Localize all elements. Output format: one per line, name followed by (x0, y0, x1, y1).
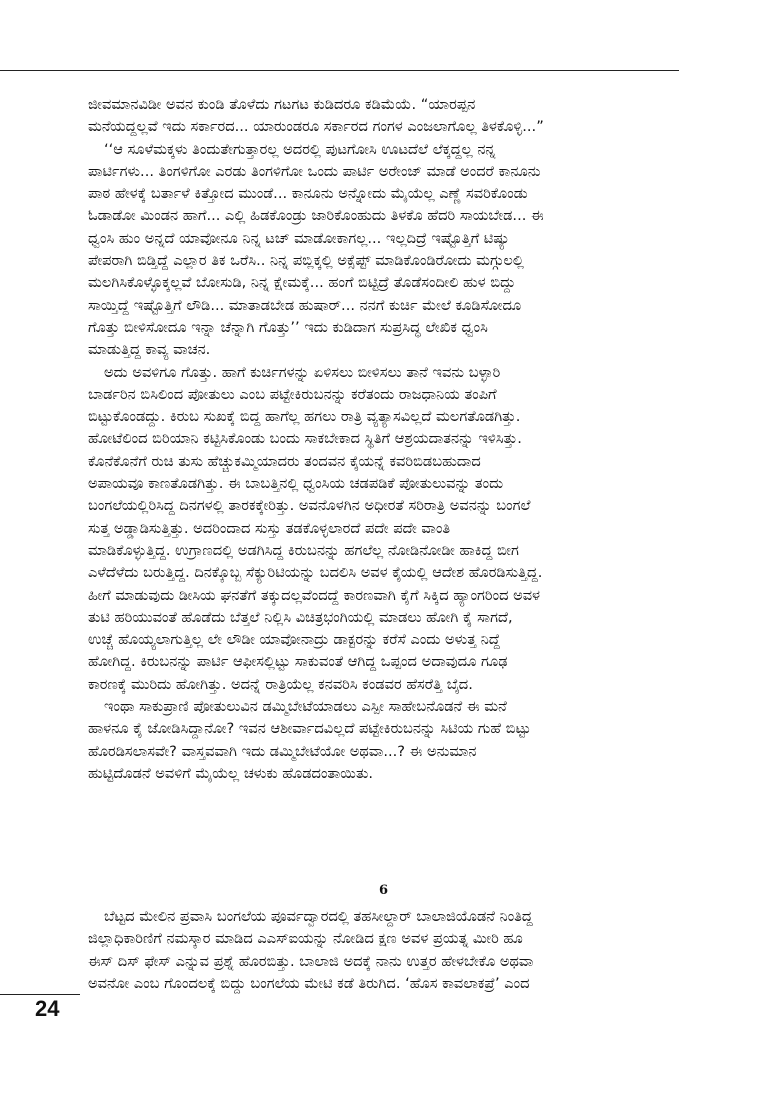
text-line: ಮಾಡುತ್ತಿದ್ದ ಕಾವ್ಯ ವಾಚನ. (88, 341, 211, 359)
text-line: ಈಸ್ ದಿಸ್ ಫೇಸ್ ಎನ್ನುವ ಪ್ರಶ್ನೆ ಹೊರಬಿತ್ತು. ಬಾಲಾಜಿ ಅದಕ್ಕೆ ನಾನು ಉತ್ತರ ಹೇಳಬೇಕೊ ಅಥವಾ (88, 952, 534, 970)
text-line: ಬಿಟ್ಟುಕೊಂಡದ್ದು. ಕಿರುಬ ಸುಖಕ್ಕೆ ಬಿದ್ದ ಹಾಗೆಲ್ಲ ಹಗಲು ರಾತ್ರಿ ವ್ಯತ್ಯಾಸವಿಲ್ಲದೆ ಮಲಗತೊಡಗಿತ್ತು. (88, 408, 521, 426)
section-number: 6 (378, 883, 389, 898)
text-line: ಹೋಗಿದ್ದ. ಕಿರುಬನನ್ನು ಪಾರ್ಟಿ ಆಫೀಸಲ್ಲಿಟ್ಟು ಸಾಕುವಂತೆ ಆಗಿದ್ದ ಒಪ್ಪಂದ ಅದಾವುದೂ ಗೂಢ (88, 653, 508, 671)
body-text-upper (88, 94, 683, 785)
text-line: ಮಲಗಿಸಿಕೊಳ್ಳೊಕ್ಕಲ್ಲವೆ ಬೋಸುಡಿ, ನಿನ್ನ ಕ್ಷೇಮಕ್ಕೆ... ಹಂಗೆ ಬಿಟ್ಟಿದ್ರೆ ತೊಡೆಸಂದೀಲಿ ಹುಳ ಬಿದ್ದು (88, 274, 516, 292)
text-line: ತುಟಿ ಹರಿಯುವಂತೆ ಹೊಡೆದು ಬೆತ್ತಲೆ ನಿಲ್ಲಿಸಿ ವಿಚಿತ್ರಭಂಗಿಯಲ್ಲಿ ಮಾಡಲು ಹೋಗಿ ಕೈ ಸಾಗದೆ, (88, 608, 513, 626)
text-line: ಪಾಠ ಹೇಳಕ್ಕೆ ಬರ್ತಾಳೆ ಕಿತ್ತೋದ ಮುಂಡೆ... ಕಾನೂನು ಅನ್ನೋದು ಮೈಯೆಲ್ಲ ಎಣ್ಣೆ ಸವರಿಕೊಂಡು (88, 185, 528, 203)
text-line: ಅದು ಅವಳಿಗೂ ಗೊತ್ತು. ಹಾಗೆ ಕುರ್ಚಿಗಳನ್ನು ಏಳಿಸಲು ಬೀಳಿಸಲು ತಾನೆ ಇವನು ಬಳ್ಳಾರಿ (104, 363, 501, 381)
text-line: ಅಪಾಯವೂ ಕಾಣತೊಡಗಿತ್ತು. ಈ ಬಾಬತ್ತಿನಲ್ಲಿ ಧ್ವಂಸಿಯ ಚಡಪಡಿಕೆ ಪೋತುಲುವನ್ನು ತಂದು (88, 475, 504, 493)
text-line: ಅವನೋ ಎಂಬ ಗೊಂದಲಕ್ಕೆ ಬಿದ್ದು ಬಂಗಲೆಯ ಮೇಟಿ ಕಡೆ ತಿರುಗಿದ. ‘ಹೊಸ ಕಾವಲಾಕಪ್ರೆ’ ಎಂದ (88, 974, 530, 992)
body-text-lower (88, 906, 683, 995)
text-line: ಪೇಪರಾಗಿ ಬಿಡ್ತಿದ್ದೆ ಎಲ್ಲಾರ ತಿಕ ಒರೆಸಿ.. ನಿನ್ನ ಪಬ್ಲಿಕ್ಕಲ್ಲಿ ಅಕ್ಸೆಪ್ಟ್ ಮಾಡಿಕೊಂಡಿರೋದು ಮಗ್ಗುಲಲ್ಲಿ (88, 252, 524, 270)
text-line: ಬಾರ್ಡರಿನ ಬಿಸಿಲಿಂದ ಪೋತುಲು ಎಂಬ ಪಟ್ಟೇಕಿರುಬನನ್ನು ಕರೆತಂದು ರಾಜಧಾನಿಯ ತಂಪಿಗೆ (88, 385, 497, 403)
footer-rule (0, 994, 80, 995)
text-line: ಕಾರಣಕ್ಕೆ ಮುರಿದು ಹೋಗಿತ್ತು. ಅದನ್ನೆ ರಾತ್ರಿಯೆಲ್ಲ ಕನವರಿಸಿ ಕಂಡವರ ಹೆಸರೆತ್ತಿ ಬೈದ. (88, 675, 473, 693)
text-line: ಹುಟ್ಟಿದೊಡನೆ ಅವಳಿಗೆ ಮೈಯೆಲ್ಲ ಚಳುಕು ಹೊಡದಂತಾಯಿತು. (88, 764, 373, 782)
text-line: ಎಳೆದೆಳೆದು ಬರುತ್ತಿದ್ದ. ದಿನಕ್ಕೊಬ್ಬ ಸೆಕ್ಯುರಿಟಿಯನ್ನು ಬದಲಿಸಿ ಅವಳ ಕೈಯಲ್ಲಿ ಆದೇಶ ಹೊರಡಿಸುತ್ತಿದ್ದ. (88, 564, 543, 582)
text-line: ಪಾರ್ಟಿಗಳು... ತಿಂಗಳಿಗೋ ಎರಡು ತಿಂಗಳಿಗೋ ಒಂದು ಪಾರ್ಟಿ ಅರೇಂಜ್ ಮಾಡೆ ಅಂದರೆ ಕಾನೂನು (88, 162, 541, 180)
text-line: ಸಾಯ್ತಿದ್ದೆ ಇಷ್ಟೊತ್ತಿಗೆ ಲೌಡಿ... ಮಾತಾಡಬೇಡ ಹುಷಾರ್... ನನಗೆ ಕುರ್ಚಿ ಮೇಲೆ ಕೂಡಿಸೋದೂ (88, 296, 522, 314)
text-line: ಇಂಥಾ ಸಾಕುಪ್ರಾಣಿ ಪೋತುಲುವಿನ ಡಮ್ಮಿಬೇಟೆಯಾಡಲು ಎಸ್ಪೀ ಸಾಹೇಬನೊಡನೆ ಈ ಮನೆ (104, 698, 507, 716)
text-line: ಜೀವಮಾನವಿಡೀ ಅವನ ಕುಂಡಿ ತೊಳೆದು ಗಟಗಟ ಕುಡಿದರೂ ಕಡಿಮೆಯೆ. “ಯಾರಪ್ಪನ (88, 96, 476, 113)
text-line: ಗೊತ್ತು ಬೀಳಿಸೋದೂ ಇನ್ನಾ ಚೆನ್ನಾಗಿ ಗೊತ್ತು’’ ಇದು ಕುಡಿದಾಗ ಸುಪ್ರಸಿದ್ಧ ಲೇಖಿಕ ಧ್ವಂಸಿ (88, 318, 488, 336)
text-line: ಬಂಗಲೆಯಲ್ಲಿರಿಸಿದ್ದ ದಿನಗಳಲ್ಲಿ ತಾರಕಕ್ಕೇರಿತ್ತು. ಅವನೊಳಗಿನ ಅಧೀರತೆ ಸರಿರಾತ್ರಿ ಅವನನ್ನು ಬಂಗಲೆ (88, 497, 531, 515)
text-line: ಸುತ್ತ ಅಡ್ಡಾಡಿಸುತ್ತಿತ್ತು. ಅದರಿಂದಾದ ಸುಸ್ತು ತಡಕೊಳ್ಳಲಾರದೆ ಪದೇ ಪದೇ ವಾಂತಿ (88, 519, 451, 537)
text-line: ಉಚ್ಚೆ ಹೊಯ್ಯಲಾಗುತ್ತಿಲ್ಲ ಲೇ ಲೌಡೀ ಯಾವೋನಾದ್ರು ಡಾಕ್ಟರನ್ನು ಕರೆಸೆ ಎಂದು ಅಳುತ್ತ ನಿದ್ದೆ (88, 631, 501, 649)
text-line: ಹೊರಡಿಸಲಾಸವೇ? ವಾಸ್ತವವಾಗಿ ಇದು ಡಮ್ಮಿಬೇಟೆಯೋ ಅಥವಾ...? ಈ ಅನುಮಾನ (88, 742, 477, 760)
text-line: ಮಾಡಿಕೊಳ್ಳುತ್ತಿದ್ದ. ಉಗ್ರಾಣದಲ್ಲಿ ಅಡಗಿಸಿದ್ದ ಕಿರುಬನನ್ನು ಹಗಲೆಲ್ಲ ನೋಡಿನೋಡೀ ಹಾಕಿದ್ದ ಬೀಗ (88, 541, 519, 559)
text-line: ಕೊನೆಕೊನೆಗೆ ರುಚಿ ತುಸು ಹೆಚ್ಚುಕಮ್ಮಿಯಾದರು ತಂದವನ ಕೈಯನ್ನೆ ಕವರಿಬಿಡಬಹುದಾದ (88, 452, 481, 470)
text-line: ಮನೆಯದ್ದಲ್ಲವೆ ಇದು ಸರ್ಕಾರದ... ಯಾರುಂಡರೂ ಸರ್ಕಾರದ ಗಂಗಳ ಎಂಜಲಾಗೊಲ್ಲ ತಿಳಕೊಳ್ಳಿ...” (88, 118, 544, 136)
text-line: ‘‘ಆ ಸೂಳೆಮಕ್ಕಳು ತಿಂದುತೇಗುತ್ತಾರಲ್ಲ ಅದರಲ್ಲಿ ಪುಟಗೋಸಿ ಊಟದೆಲೆ ಲೆಕ್ಕದ್ದಲ್ಲ ನನ್ನ (104, 140, 496, 158)
page-number: 24 (35, 996, 60, 1021)
text-line: ಹೋಟೆಲಿಂದ ಬಿರಿಯಾನಿ ಕಟ್ಟಿಸಿಕೊಂಡು ಬಂದು ಸಾಕಬೇಕಾದ ಸ್ಥಿತಿಗೆ ಆಶ್ರಯದಾತನನ್ನು ಇಳಿಸಿತ್ತು. (88, 430, 522, 448)
text-line: ಹೀಗೆ ಮಾಡುವುದು ಡೀಸಿಯ ಘನತೆಗೆ ತಕ್ಕುದಲ್ಲವೆಂದದ್ದೆ ಕಾರಣವಾಗಿ ಕೈಗೆ ಸಿಕ್ಕಿದ ಹ್ಯಾಂಗರಿಂದ ಅವಳ (88, 586, 541, 604)
text-line: ಓಡಾಡೋ ಮಿಂಡನ ಹಾಗೆ... ಎಲ್ಲಿ ಹಿಡಕೊಂಡ್ರು ಜಾರಿಕೊಂಹುದು ತಿಳಕೊ ಹೆದರಿ ಸಾಯಬೇಡ... ಈ (88, 207, 544, 225)
text-line: ಜಿಲ್ಲಾಧಿಕಾರಿಣಿಗೆ ನಮಸ್ಕಾರ ಮಾಡಿದ ಎಎಸ್ಐಯನ್ನು ನೋಡಿದ ಕ್ಷಣ ಅವಳ ಪ್ರಯತ್ನ ಮೀರಿ ಹೂ (88, 930, 523, 948)
header-rule (0, 70, 679, 71)
text-line: ಬೆಟ್ಟದ ಮೇಲಿನ ಪ್ರವಾಸಿ ಬಂಗಲೆಯ ಪೂರ್ವದ್ವಾರದಲ್ಲಿ ತಹಸೀಲ್ದಾರ್ ಬಾಲಾಜಿಯೊಡನೆ ನಿಂತಿದ್ದ (104, 908, 533, 925)
text-line: ಧ್ವಂಸಿ ಹುಂ ಅನ್ನದೆ ಯಾವೋನೂ ನಿನ್ನ ಟಚ್ ಮಾಡೋಕಾಗಲ್ಲ... ಇಲ್ಲದಿದ್ರೆ ಇಷ್ಟೊತ್ತಿಗೆ ಟಿಷ್ಯು (88, 229, 510, 247)
text-line: ಹಾಳನೂ ಕೈ ಜೋಡಿಸಿದ್ದಾನೋ? ಇವನ ಆಶೀರ್ವಾದವಿಲ್ಲದೆ ಪಟ್ಟೇಕಿರುಬನನ್ನು ಸಿಟಿಯ ಗುಹೆ ಬಿಟ್ಟು (88, 720, 531, 738)
